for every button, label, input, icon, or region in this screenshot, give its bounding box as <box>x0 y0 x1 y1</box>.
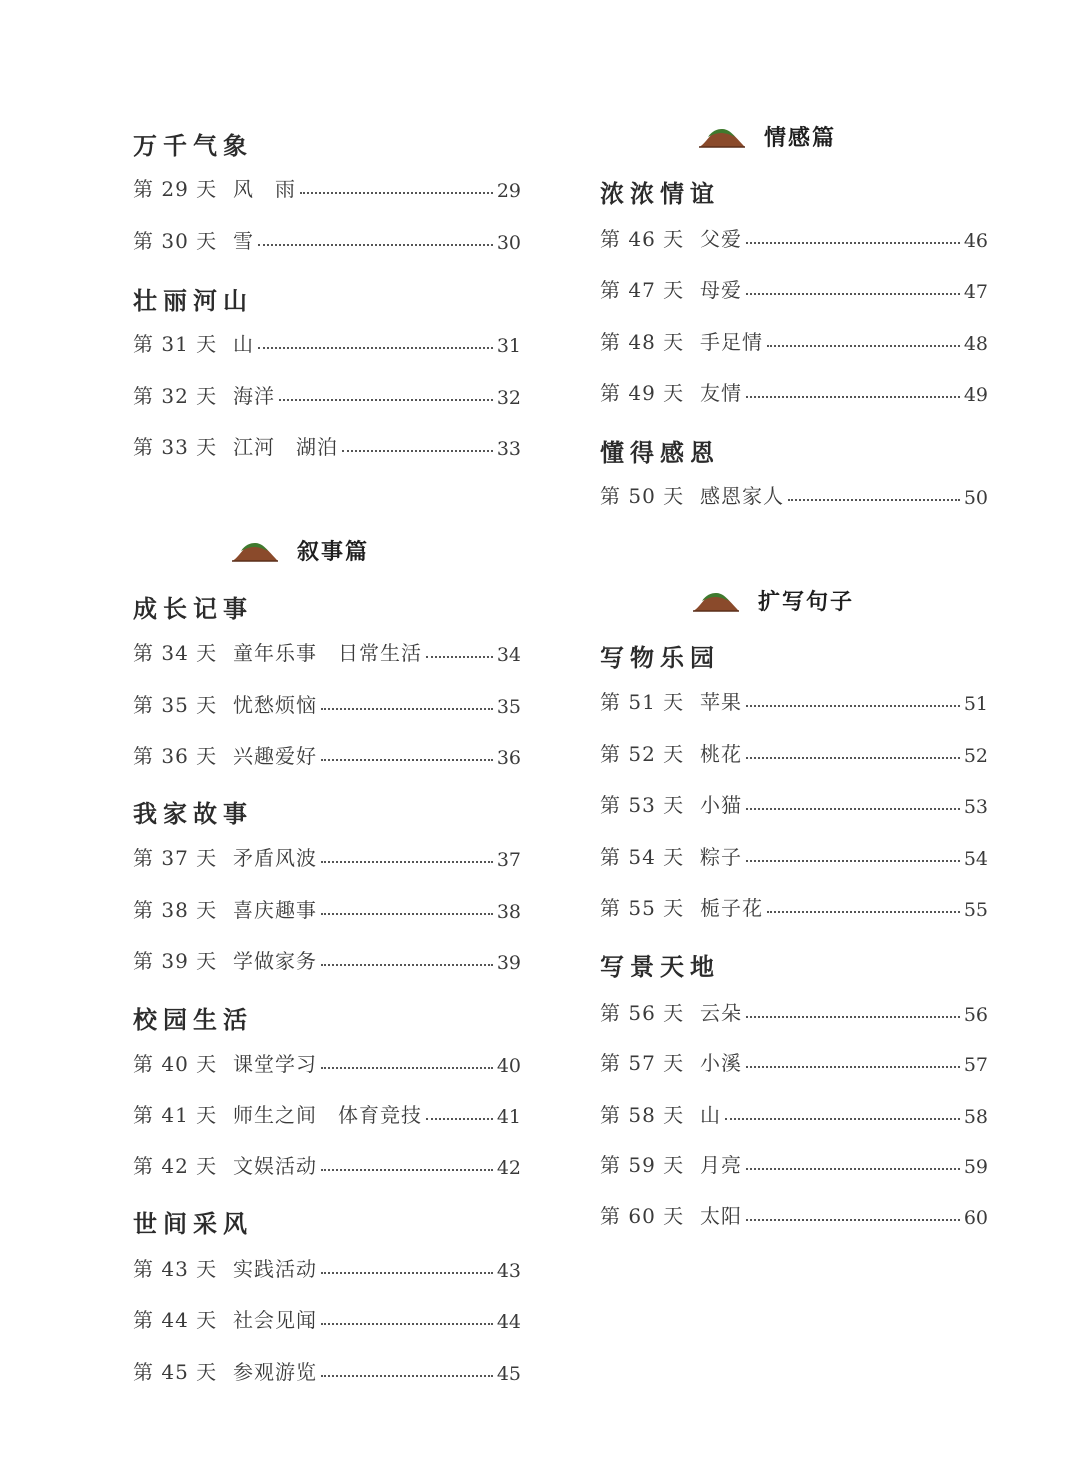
entry-day: 第 58 天 <box>600 1103 685 1127</box>
entry-page: 33 <box>496 438 521 460</box>
entry-page: 60 <box>963 1207 988 1229</box>
entry-page: 39 <box>496 952 521 974</box>
entry-page: 56 <box>963 1004 988 1026</box>
toc-entry[interactable] <box>133 893 521 923</box>
dot-leader <box>321 759 493 761</box>
entry-title: 海洋 <box>233 384 275 408</box>
section-title: 写景天地 <box>600 953 720 981</box>
dot-leader <box>321 964 493 966</box>
dot-leader <box>258 347 493 349</box>
entry-page: 57 <box>963 1054 988 1076</box>
part-heading <box>231 532 369 568</box>
section-title: 写物乐园 <box>600 644 720 672</box>
entry-page: 47 <box>963 281 988 303</box>
dot-leader <box>321 861 493 863</box>
entry-day: 第 38 天 <box>133 898 218 922</box>
entry-day: 第 47 天 <box>600 278 685 302</box>
section-title: 我家故事 <box>133 800 253 828</box>
toc-entry[interactable] <box>600 891 988 921</box>
toc-entry[interactable] <box>600 325 988 355</box>
dot-leader <box>321 1323 493 1325</box>
dot-leader <box>746 1066 960 1068</box>
entry-title: 矛盾风波 <box>233 846 317 870</box>
entry-page: 50 <box>963 487 988 509</box>
left-column <box>133 0 523 1482</box>
toc-entry[interactable] <box>133 1149 521 1179</box>
entry-day: 第 41 天 <box>133 1103 218 1127</box>
entry-day: 第 54 天 <box>600 845 685 869</box>
dot-leader <box>746 396 960 398</box>
dot-leader <box>746 293 960 295</box>
entry-title: 月亮 <box>700 1153 742 1177</box>
entry-page: 35 <box>496 696 521 718</box>
entry-title: 小猫 <box>700 793 742 817</box>
entry-page: 58 <box>963 1106 988 1128</box>
entry-title: 实践活动 <box>233 1257 317 1281</box>
entry-day: 第 59 天 <box>600 1153 685 1177</box>
entry-page: 37 <box>496 849 521 871</box>
entry-page: 46 <box>963 230 988 252</box>
dot-leader <box>788 499 960 501</box>
entry-day: 第 36 天 <box>133 744 218 768</box>
dot-leader <box>767 911 960 913</box>
toc-entry[interactable] <box>600 1098 988 1128</box>
entry-day: 第 51 天 <box>600 690 685 714</box>
dot-leader <box>746 860 960 862</box>
entry-page: 51 <box>963 693 988 715</box>
entry-day: 第 33 天 <box>133 435 218 459</box>
part-title: 情感篇 <box>764 125 837 151</box>
dot-leader <box>258 244 493 246</box>
entry-day: 第 53 天 <box>600 793 685 817</box>
entry-day: 第 46 天 <box>600 227 685 251</box>
toc-entry[interactable] <box>600 996 988 1026</box>
part-title: 叙事篇 <box>297 539 370 565</box>
entry-day: 第 50 天 <box>600 484 685 508</box>
dot-leader <box>746 1219 960 1221</box>
section-title: 懂得感恩 <box>600 439 720 467</box>
entry-title: 风 雨 <box>233 177 296 201</box>
toc-entry[interactable] <box>133 327 521 357</box>
entry-day: 第 29 天 <box>133 177 218 201</box>
entry-page: 32 <box>496 387 521 409</box>
dot-leader <box>725 1118 960 1120</box>
dot-leader <box>746 757 960 759</box>
entry-page: 43 <box>496 1260 521 1282</box>
entry-title: 雪 <box>233 229 254 253</box>
toc-entry[interactable] <box>133 172 521 202</box>
toc-entry[interactable] <box>600 1148 988 1178</box>
entry-title: 参观游览 <box>233 1360 317 1384</box>
dot-leader <box>426 656 493 658</box>
entry-day: 第 40 天 <box>133 1052 218 1076</box>
toc-entry[interactable] <box>600 685 988 715</box>
toc-entry[interactable] <box>600 1199 988 1229</box>
entry-day: 第 44 天 <box>133 1308 218 1332</box>
mound-icon <box>231 538 279 562</box>
entry-page: 31 <box>496 335 521 357</box>
dot-leader <box>279 399 493 401</box>
toc-entry[interactable] <box>600 222 988 252</box>
entry-day: 第 56 天 <box>600 1001 685 1025</box>
entry-title: 苹果 <box>700 690 742 714</box>
toc-entry[interactable] <box>133 1098 521 1128</box>
dot-leader <box>426 1118 493 1120</box>
dot-leader <box>321 708 493 710</box>
toc-entry[interactable] <box>600 788 988 818</box>
toc-entry[interactable] <box>133 1252 521 1282</box>
entry-title: 山 <box>233 332 254 356</box>
part-title: 扩写句子 <box>758 589 855 615</box>
dot-leader <box>321 1375 493 1377</box>
toc-entry[interactable] <box>133 379 521 409</box>
entry-day: 第 45 天 <box>133 1360 218 1384</box>
entry-day: 第 57 天 <box>600 1051 685 1075</box>
toc-entry[interactable] <box>133 739 521 769</box>
dot-leader <box>321 1169 493 1171</box>
entry-title: 童年乐事 日常生活 <box>233 641 422 665</box>
entry-page: 29 <box>496 180 521 202</box>
entry-day: 第 49 天 <box>600 381 685 405</box>
toc-entry[interactable] <box>600 479 988 509</box>
toc-entry[interactable] <box>133 841 521 871</box>
toc-entry[interactable] <box>133 944 521 974</box>
entry-page: 41 <box>496 1106 521 1128</box>
entry-day: 第 32 天 <box>133 384 218 408</box>
section-title: 浓浓情谊 <box>600 180 720 208</box>
entry-title: 桃花 <box>700 742 742 766</box>
section-title: 壮丽河山 <box>133 287 253 315</box>
entry-day: 第 60 天 <box>600 1204 685 1228</box>
entry-title: 栀子花 <box>700 896 763 920</box>
dot-leader <box>746 1016 960 1018</box>
entry-page: 54 <box>963 848 988 870</box>
section-title: 校园生活 <box>133 1006 253 1034</box>
entry-title: 兴趣爱好 <box>233 744 317 768</box>
toc-entry[interactable] <box>133 1047 521 1077</box>
entry-page: 34 <box>496 644 521 666</box>
entry-title: 小溪 <box>700 1051 742 1075</box>
entry-title: 友情 <box>700 381 742 405</box>
toc-entry[interactable] <box>133 430 521 460</box>
entry-page: 38 <box>496 901 521 923</box>
entry-title: 社会见闻 <box>233 1308 317 1332</box>
entry-day: 第 55 天 <box>600 896 685 920</box>
entry-title: 师生之间 体育竞技 <box>233 1103 422 1127</box>
entry-day: 第 34 天 <box>133 641 218 665</box>
dot-leader <box>746 242 960 244</box>
entry-day: 第 31 天 <box>133 332 218 356</box>
dot-leader <box>321 913 493 915</box>
mound-icon <box>692 588 740 612</box>
entry-day: 第 37 天 <box>133 846 218 870</box>
dot-leader <box>746 1168 960 1170</box>
dot-leader <box>321 1272 493 1274</box>
entry-title: 粽子 <box>700 845 742 869</box>
entry-page: 52 <box>963 745 988 767</box>
entry-title: 文娱活动 <box>233 1154 317 1178</box>
entry-title: 太阳 <box>700 1204 742 1228</box>
toc-entry[interactable] <box>133 688 521 718</box>
toc-entry[interactable] <box>133 1303 521 1333</box>
mound-icon <box>698 124 746 148</box>
dot-leader <box>767 345 960 347</box>
entry-page: 36 <box>496 747 521 769</box>
entry-title: 课堂学习 <box>233 1052 317 1076</box>
entry-title: 忧愁烦恼 <box>233 693 317 717</box>
toc-entry[interactable] <box>600 376 988 406</box>
toc-entry[interactable] <box>133 1355 521 1385</box>
toc-entry[interactable] <box>600 273 988 303</box>
entry-day: 第 52 天 <box>600 742 685 766</box>
part-heading <box>698 118 836 154</box>
entry-title: 手足情 <box>700 330 763 354</box>
toc-entry[interactable] <box>133 636 521 666</box>
dot-leader <box>300 192 493 194</box>
entry-title: 山 <box>700 1103 721 1127</box>
entry-title: 感恩家人 <box>700 484 784 508</box>
right-column <box>600 0 990 1482</box>
entry-day: 第 48 天 <box>600 330 685 354</box>
section-title: 万千气象 <box>133 132 253 160</box>
entry-title: 云朵 <box>700 1001 742 1025</box>
toc-entry[interactable] <box>600 840 988 870</box>
entry-day: 第 42 天 <box>133 1154 218 1178</box>
section-title: 世间采风 <box>133 1210 253 1238</box>
entry-title: 母爱 <box>700 278 742 302</box>
dot-leader <box>746 705 960 707</box>
toc-entry[interactable] <box>600 1046 988 1076</box>
entry-page: 45 <box>496 1363 521 1385</box>
entry-title: 父爱 <box>700 227 742 251</box>
entry-page: 59 <box>963 1156 988 1178</box>
entry-page: 30 <box>496 232 521 254</box>
entry-page: 40 <box>496 1055 521 1077</box>
entry-day: 第 39 天 <box>133 949 218 973</box>
entry-day: 第 43 天 <box>133 1257 218 1281</box>
dot-leader <box>321 1067 493 1069</box>
toc-entry[interactable] <box>133 224 521 254</box>
entry-title: 学做家务 <box>233 949 317 973</box>
part-heading <box>692 582 854 618</box>
entry-title: 喜庆趣事 <box>233 898 317 922</box>
dot-leader <box>746 808 960 810</box>
section-title: 成长记事 <box>133 595 253 623</box>
entry-page: 49 <box>963 384 988 406</box>
dot-leader <box>342 450 493 452</box>
entry-page: 53 <box>963 796 988 818</box>
entry-page: 44 <box>496 1311 521 1333</box>
entry-title: 江河 湖泊 <box>233 435 338 459</box>
entry-page: 55 <box>963 899 988 921</box>
entry-page: 48 <box>963 333 988 355</box>
entry-day: 第 30 天 <box>133 229 218 253</box>
toc-entry[interactable] <box>600 737 988 767</box>
entry-day: 第 35 天 <box>133 693 218 717</box>
entry-page: 42 <box>496 1157 521 1179</box>
